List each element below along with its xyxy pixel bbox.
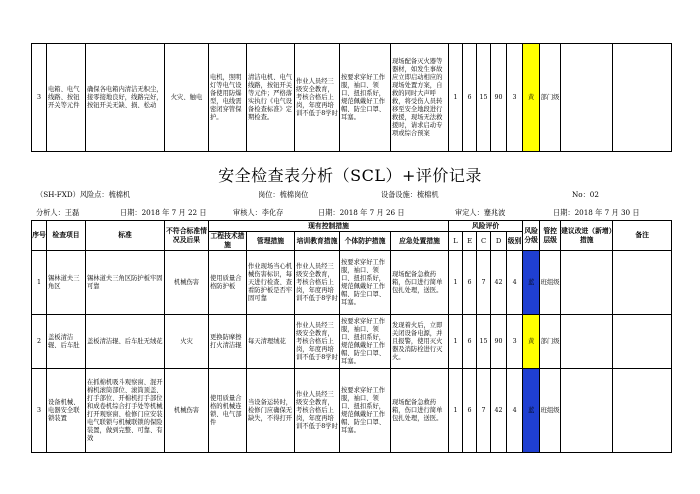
management-measure: 作业现场当心机械伤害标识，每天进行检查、查看防护板是否牢固可靠 — [247, 251, 295, 315]
value-L: 1 — [449, 369, 463, 453]
header-L: L — [449, 232, 463, 251]
value-C: 15 — [477, 44, 491, 152]
management-measure: 清洁电机、电气线路，按钮开关等元件；严格落实执行《电气设备检查标准》定期检查。 — [247, 44, 295, 152]
meta-reviewer: 审核人：李化存 — [233, 208, 284, 217]
management-measure: 每天清理绒花 — [247, 315, 295, 369]
check-item: 设备机械、电器安全联锁装置 — [47, 369, 86, 453]
meta-date-analysis: 日期：2018 年 7 月 22 日 — [120, 208, 207, 217]
remark-cell — [613, 315, 672, 369]
remark-cell — [613, 369, 672, 453]
header-control-level: 管控层级 — [540, 221, 561, 251]
remark-cell — [613, 44, 672, 152]
control-level: 部门级 — [540, 315, 561, 369]
table-row — [32, 44, 672, 152]
meta-approver: 审定人：蹇兆波 — [455, 208, 506, 217]
table-row — [32, 369, 672, 453]
failure-consequence: 火灾 — [165, 315, 209, 369]
row-number: 3 — [32, 44, 47, 152]
value-E: 6 — [463, 369, 477, 453]
header-item: 检查项目 — [47, 221, 86, 251]
header-management: 管理措施 — [247, 232, 295, 251]
training-measure: 作业人员经三级安全教育，考核合格后上岗，年度再培训不低于8学时 — [295, 369, 340, 453]
risk-grade-badge: 黄 — [523, 44, 540, 152]
meta-date-review: 日期：2018 年 7 月 26 日 — [318, 208, 405, 217]
value-D: 42 — [491, 251, 507, 315]
standard: 在抓棉机吸斗观察窗、混开棉机滚筒部位、滚筒顶盖、打手部位、开棉机打手部位和成卷机综合打手处等机械打开观察窗、检修门应安装电气联锁与机械联锁的保险装置，做到完整、可靠、有效 — [86, 369, 165, 453]
risk-grade-badge: 蓝 — [523, 369, 540, 453]
standard: 锡林道夫三角区防护板牢固可靠 — [86, 251, 165, 315]
training-measure: 作业人员经三级安全教育，考核合格后上岗，年度再培训不低于8学时 — [295, 44, 340, 152]
row-number: 2 — [32, 315, 47, 369]
emergency-measure: 现场配备灭火器等器材，如发生事故应立即启动相应的现场处置方案，自救的同时大声呼救，将受伤人员转移至安全地段进行救援，现场无法救援时，请求启动专项或综合预案 — [391, 44, 449, 152]
header-suggestion: 建议改进（新增）措施 — [561, 221, 613, 251]
header-C: C — [477, 232, 491, 251]
management-measure: 当设备运转时，检修门应确保无缺失，不得打开 — [247, 369, 295, 453]
header-grade: 风险分级 — [523, 221, 540, 251]
suggestion-cell — [561, 251, 613, 315]
value-D: 42 — [491, 369, 507, 453]
emergency-measure: 现场配备急救药箱，伤口进行简单包扎处理，送医。 — [391, 251, 449, 315]
control-level: 班组级 — [540, 369, 561, 453]
check-item: 锡林道夫三角区 — [47, 251, 86, 315]
header-training: 培训教育措施 — [295, 232, 340, 251]
value-D: 90 — [491, 44, 507, 152]
check-item: 盖板清洁辊、后车肚 — [47, 315, 86, 369]
value-D: 90 — [491, 315, 507, 369]
ppe-measure: 按要求穿好工作服，袖口、领口、扭扣系好，规范佩戴好工作帽、防尘口罩、耳塞。 — [340, 369, 391, 453]
meta-date-approval: 日期：2018 年 7 月 30 日 — [553, 208, 640, 217]
emergency-measure: 发现着火后，立即关闭设备电源，并且报警，使用灭火器及消防栓进行灭火。 — [391, 315, 449, 369]
table-row — [32, 251, 672, 315]
emergency-measure: 现场配备急救药箱，伤口进行简单包扎处理，送医。 — [391, 369, 449, 453]
header-current-measures: 现有控制措施 — [209, 221, 449, 232]
failure-consequence: 机械伤害 — [165, 251, 209, 315]
value-E: 6 — [463, 315, 477, 369]
training-measure: 作业人员经三级安全教育，考核合格后上岗，年度再培训不低于8学时 — [295, 251, 340, 315]
ppe-measure: 按要求穿好工作服，袖口、领口、扭扣系好，规范佩戴好工作帽、防尘口罩、耳塞。 — [340, 44, 391, 152]
header-D: D — [491, 232, 507, 251]
value-L: 1 — [449, 251, 463, 315]
value-C: 7 — [477, 369, 491, 453]
row-number: 3 — [32, 369, 47, 453]
header-remark: 备注 — [613, 221, 672, 251]
value-L: 1 — [449, 44, 463, 152]
engineering-measure: 使用质量合格的机械连锁、电气部件 — [209, 369, 247, 453]
meta-analyst: 分析人：王磊 — [36, 208, 80, 217]
check-item: 电箱、电气线路、按钮开关等元件 — [47, 44, 86, 152]
header-failure: 不符合标准情况及后果 — [165, 221, 209, 251]
suggestion-cell — [561, 369, 613, 453]
header-level: 级别 — [507, 232, 523, 251]
engineering-measure: 电机，照明灯等电气设备使用防爆型，电线需密闭穿管保护。 — [209, 44, 247, 152]
previous-page-table — [31, 43, 672, 152]
standard: 确保各电箱内清洁无积尘，接零接地良好，线路完好，按钮开关无缺、损、松动 — [86, 44, 165, 152]
header-ppe: 个体防护措施 — [340, 232, 391, 251]
risk-level: 4 — [507, 251, 523, 315]
header-E: E — [463, 232, 477, 251]
engineering-measure: 使用质量合格防护板 — [209, 251, 247, 315]
header-no: 序号 — [32, 221, 47, 251]
ppe-measure: 按要求穿好工作服，袖口、领口、扭扣系好，规范佩戴好工作帽、防尘口罩、耳塞。 — [340, 251, 391, 315]
header-row — [32, 221, 672, 232]
value-E: 6 — [463, 251, 477, 315]
suggestion-cell — [561, 315, 613, 369]
value-E: 6 — [463, 44, 477, 152]
value-L: 1 — [449, 315, 463, 369]
failure-consequence: 机械伤害 — [165, 369, 209, 453]
training-measure: 作业人员经三级安全教育，考核合格后上岗，年度再培训不低于8学时 — [295, 315, 340, 369]
risk-level: 3 — [507, 315, 523, 369]
risk-level: 4 — [507, 369, 523, 453]
table-row — [32, 315, 672, 369]
page-title: 安全检查表分析（SCL）+评价记录 — [218, 166, 482, 185]
header-emergency: 应急处置措施 — [391, 232, 449, 251]
suggestion-cell — [561, 44, 613, 152]
remark-cell — [613, 251, 672, 315]
meta-number: No：02 — [572, 190, 599, 199]
control-level: 班组级 — [540, 251, 561, 315]
standard: 盖板清洁辊、后车肚无绒花 — [86, 315, 165, 369]
value-C: 15 — [477, 315, 491, 369]
ppe-measure: 按要求穿好工作服，袖口、领口、扭扣系好，规范佩戴好工作帽、防尘口罩、耳塞。 — [340, 315, 391, 369]
risk-level: 3 — [507, 44, 523, 152]
scl-table — [31, 220, 672, 453]
risk-grade-badge: 黄 — [523, 315, 540, 369]
risk-grade-badge: 蓝 — [523, 251, 540, 315]
row-number: 1 — [32, 251, 47, 315]
failure-consequence: 火灾、触电 — [165, 44, 209, 152]
meta-post: 岗位：梳棉岗位 — [258, 190, 309, 199]
meta-facility: 设备设施：梳棉机 — [381, 190, 439, 199]
header-standard: 标准 — [86, 221, 165, 251]
engineering-measure: 更换防摩擦打火清洁辊 — [209, 315, 247, 369]
meta-unit: （SH-FXD）风险点：梳棉机 — [36, 190, 131, 199]
header-risk-eval: 风险评价 — [449, 221, 523, 232]
value-C: 7 — [477, 251, 491, 315]
header-engineering: 工程技术措施 — [209, 232, 247, 251]
control-level: 部门级 — [540, 44, 561, 152]
